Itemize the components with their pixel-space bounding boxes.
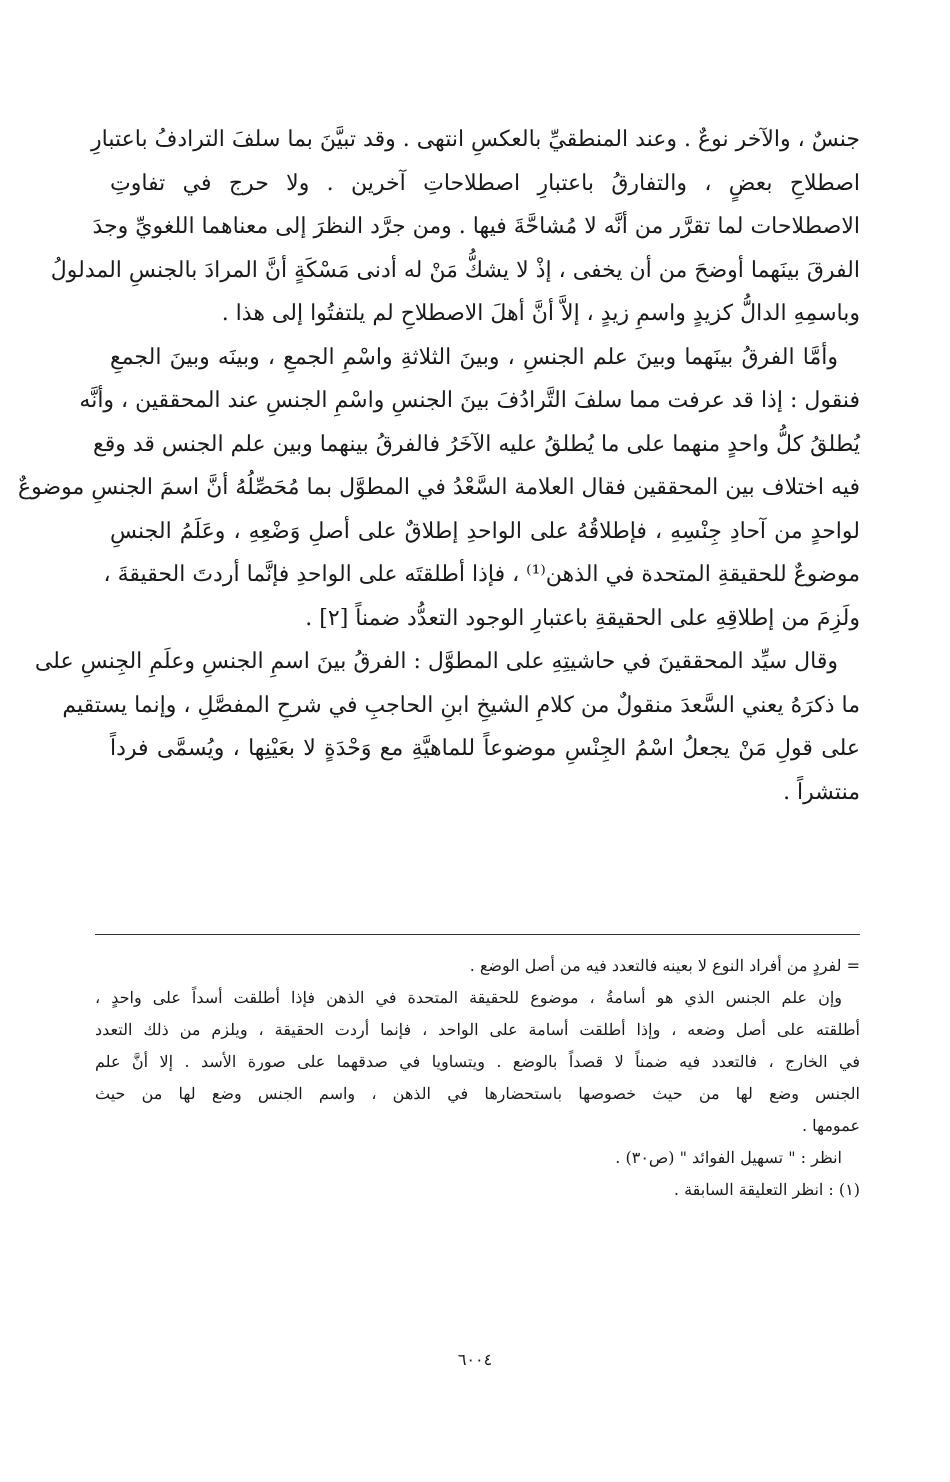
footnote-divider [95,934,860,935]
text-line: الاصطلاحات لما تقرَّر من أنَّه لا مُشاحَّةَ فيها . ومن جرَّد النظرَ إلى معناهما اللغويِّ وجدَ [92,214,860,239]
text-line: منتشراً . [783,779,860,805]
text-line: يُطلقُ كلُّ واحدٍ منهما على ما يُطلقُ عليه الآخَرُ فالفرقُ بينهما وبين علم الجنس قد وقع [92,431,860,457]
footnote-line: في الخارج ، فالتعدد فيه ضمناً لا قصداً بالوضع . ويتساويا في صدقهما على صورة الأسد . إلا أنَّ علم [95,1052,860,1071]
text-line: وباسمِهِ الدالُّ كزيدٍ واسمِ زيدٍ ، إلاَّ أنَّ أهلَ الاصطلاحِ لم يلتفتُوا إلى هذا . [221,301,860,326]
text-line: جنسٌ ، والآخر نوعٌ . وعند المنطقيِّ بالعكسِ انتهى . وقد تبيَّنَ بما سلفَ الترادفُ باعتبارِ [91,127,860,152]
text-line: موضوعٌ للحقيقةِ المتحدة في الذهن⁽¹⁾ ، فإذا أطلقتَه على الواحدِ فإنَّما أردتَ الحقيقةَ ، [103,562,860,587]
paragraph-2 [17,336,860,641]
text-line: الفرقَ بينَهما أوضحَ من أن يخفى ، إذْ لا يشكُّ مَنْ له أدنى مَسْكَةٍ أنَّ المرادَ بالجنسِ المدلولُ [50,257,860,283]
text-line: فيه اختلاف بين المحققين فقال العلامة السَّعْدُ في المطوَّل بما مُحَصِّلُهُ أنَّ اسمَ الجنسِ موضوعٌ [17,475,860,500]
paragraph-1 [50,118,860,336]
text-line: ما ذكرَهُ يعني السَّعدَ منقولٌ من كلامِ الشيخِ ابنِ الحاجبِ في شرحِ المفصَّلِ ، وإنما يستقيم [62,692,860,718]
text-line: وقال سيِّد المحققينَ في حاشيتِهِ على المطوَّل : الفرقُ بينَ اسمِ الجنسِ وعلَمِ الجِنسِ على [34,649,838,674]
text-line: على قولِ مَنْ يجعلُ اسْمُ الجِنْسِ موضوعاً للماهيَّةِ مع وَحْدَةٍ لا بعَيْنِها ، ويُسمَّى فرداً [110,736,860,761]
footnote-line: وإن علم الجنس الذي هو أسامةُ ، موضوع للحقيقة المتحدة في الذهن فإذا أطلقت أسداً على واحدٍ ، [95,988,842,1007]
footnote-line: انظر : " تسهيل الفوائد " (ص٣٠) . [615,1148,842,1167]
text-line: وأمَّا الفرقُ بينَهما وبينَ علم الجنسِ ، وبينَ الثلاثةِ واسْمِ الجمعِ ، وبينَه وبينَ الجمعِ [110,344,838,370]
text-line: فنقول : إذا قد عرفت مما سلفَ التَّرادُفَ بينَ الجنسِ واسْمِ الجنسِ عند المحققين ، وأنَّه [79,388,860,413]
footnote-line: أطلقته على أصل وضعه ، وإذا أطلقت أسامة على الواحد ، فإنما أردت الحقيقة ، ويلزم من ذلك التعدد [95,1020,861,1039]
footnote-line: الجنس وضع لها من حيث خصوصها باستحضارها في الذهن ، واسم الجنس وضع لها من حيث [95,1084,860,1103]
page-number: ٦٠٠٤ [457,1350,493,1369]
main-text [17,118,860,814]
text-line: اصطلاحِ بعضٍ ، والتفارقُ باعتبارِ اصطلاحاتِ آخرين . ولا حرج في تفاوتِ [110,170,860,196]
footnote-line: = لفردٍ من أفراد النوع لا بعينه فالتعدد فيه من أصل الوضع . [469,956,860,975]
text-line: ولَزِمَ من إطلاقِهِ على الحقيقةِ باعتبارِ الوجود التعدُّد ضمناً [٢] . [305,605,860,631]
paragraph-3 [34,640,860,814]
footnote-line: عمومها . [801,1116,860,1135]
footnote-line: (١) : انظر التعليقة السابقة . [673,1180,860,1199]
footnotes [95,950,860,1206]
text-line: لواحدٍ من آحادِ جِنْسِهِ ، فإطلاقُهُ على الواحدِ إطلاقٌ على أصلِ وَضْعِهِ ، وعَلَمُ الجنسِ [110,518,860,544]
